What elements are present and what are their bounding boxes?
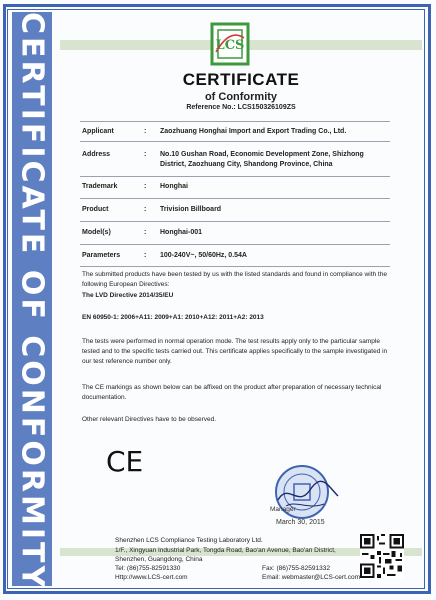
field-value-trademark: Honghai [160, 183, 188, 190]
footer-website: Http://www.LCS-cert.com [115, 574, 188, 581]
certificate-title: CERTIFICATE [182, 70, 300, 89]
directive: The LVD Directive 2014/35/EU [82, 292, 174, 299]
divider [80, 121, 390, 122]
sidebar-text: CERTIFICATE OF CONFORMITY [14, 12, 50, 591]
ce-mark-text: CE [106, 446, 144, 474]
field-label-address: Address [82, 151, 111, 158]
divider [80, 141, 390, 142]
field-label-parameters: Parameters [82, 252, 121, 259]
field-label-product: Product [82, 206, 109, 213]
divider [80, 221, 390, 222]
field-value-address: No.10 Gushan Road, Economic Development Zone, Shizhong District, Zaozhuang City, Shandong Province, China [160, 151, 364, 168]
field-value-parameters: 100-240V~, 50/60Hz, 0.54A [160, 252, 247, 259]
field-colon: : [144, 252, 147, 259]
tested-statement: The submitted products have been tested by us with the listed standards and found in compliance with the following European Directives: [82, 271, 387, 288]
field-colon: : [144, 206, 147, 213]
footer-tel: Tel: (86)755-82591330 [115, 565, 181, 572]
normal-operation-statement: The tests were performed in normal operation mode. The test results apply only to the particular sample tested and to the specific tests carried out. This certificate applies specifically to the sample investigated in our test reference number only. [82, 338, 388, 365]
logo-letters: LCS [215, 38, 245, 53]
field-colon: : [144, 151, 147, 158]
footer-email: Email: webmaster@LCS-cert.com [262, 574, 360, 581]
lcs-logo-icon [210, 22, 250, 66]
certificate-subtitle: of Conformity [204, 91, 278, 103]
divider [80, 266, 390, 267]
field-colon: : [144, 128, 147, 135]
ce-marking-statement: The CE markings as shown below can be affixed on the product after preparation of necessary technical documentation. [82, 384, 382, 401]
divider [80, 176, 390, 177]
field-label-models: Model(s) [82, 229, 111, 236]
divider [80, 244, 390, 245]
ce-mark-icon [104, 446, 150, 474]
field-colon: : [144, 229, 147, 236]
signature-date: March 30, 2015 [276, 519, 325, 526]
reference-number: Reference No.: LCS150326109ZS [186, 104, 296, 111]
signatory-title: Manager [270, 506, 296, 513]
field-label-trademark: Trademark [82, 183, 118, 190]
standard: EN 60950-1: 2006+A11: 2009+A1: 2010+A12: 2011+A2: 2013 [82, 314, 264, 321]
official-stamp-icon [268, 460, 342, 524]
qr-code-icon [360, 534, 404, 578]
other-directives-statement: Other relevant Directives have to be observed. [82, 416, 217, 423]
footer-address-line-2: Shenzhen, Guangdong, China [115, 556, 203, 563]
field-value-models: Honghai-001 [160, 229, 203, 236]
field-colon: : [144, 183, 147, 190]
footer-company: Shenzhen LCS Compliance Testing Laboratory Ltd. [115, 537, 263, 544]
field-value-product: Trivision Billboard [160, 206, 222, 213]
field-label-applicant: Applicant [82, 128, 114, 135]
footer-address-line-1: 1/F., Xingyuan Industrial Park, Tongda Road, Bao'an Avenue, Bao'an District, [115, 547, 336, 554]
footer-fax: Fax: (86)755-82591332 [262, 565, 330, 572]
field-value-applicant: Zaozhuang Honghai Import and Export Trading Co., Ltd. [160, 128, 347, 135]
divider [80, 198, 390, 199]
